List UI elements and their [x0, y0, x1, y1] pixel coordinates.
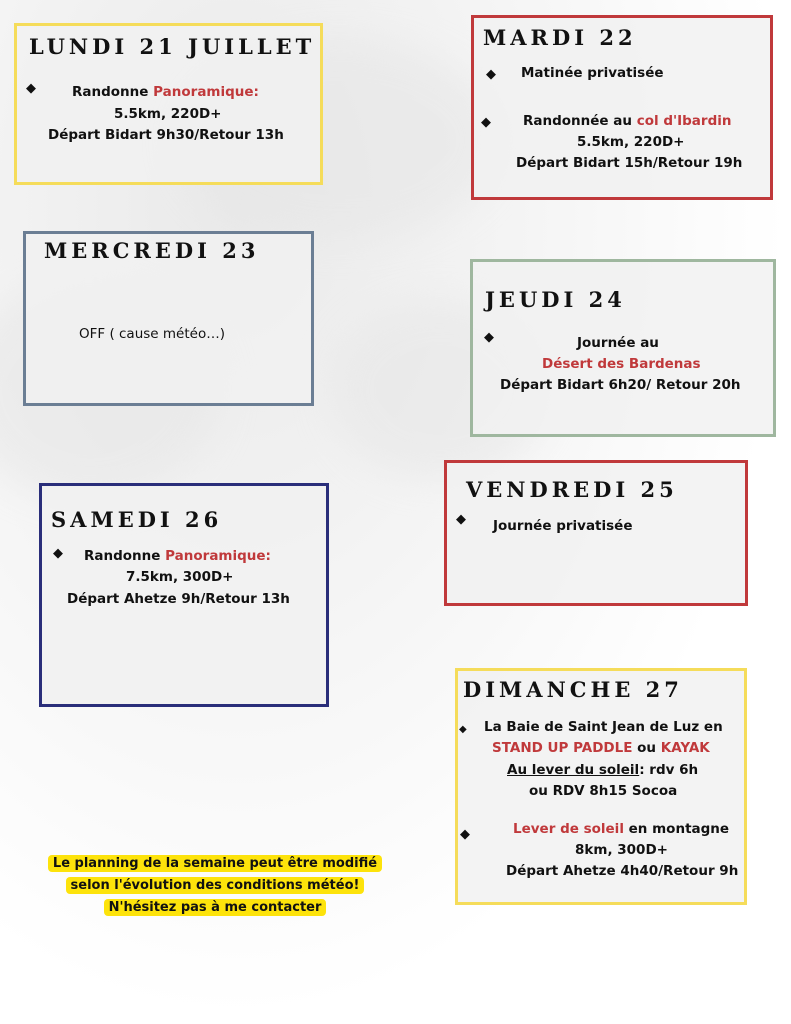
- sunday-activity-1-line-4: ou RDV 8h15 Socoa: [529, 783, 678, 799]
- bullet-icon: ◆: [53, 546, 63, 561]
- saturday-distance: 7.5km, 300D+: [126, 569, 234, 585]
- wednesday-title: MERCREDI 23: [44, 238, 260, 263]
- note-line-2: selon l'évolution des conditions météo!: [66, 877, 365, 894]
- tuesday-distance: 5.5km, 220D+: [577, 134, 685, 150]
- bullet-icon: ◆: [460, 827, 470, 842]
- friday-title: VENDREDI 25: [466, 477, 678, 502]
- note-line-3: N'hésitez pas à me contacter: [104, 899, 327, 916]
- tuesday-title: MARDI 22: [483, 25, 637, 50]
- saturday-schedule: Départ Ahetze 9h/Retour 13h: [67, 591, 290, 607]
- bullet-icon: ◆: [484, 330, 494, 345]
- bullet-icon: ◆: [481, 115, 491, 130]
- sunday-activity-1-line-2: STAND UP PADDLE ou KAYAK: [492, 740, 710, 756]
- bullet-icon: ◆: [459, 724, 467, 735]
- monday-distance: 5.5km, 220D+: [114, 106, 222, 122]
- monday-title: LUNDI 21 JUILLET: [29, 34, 316, 59]
- note-line-1: Le planning de la semaine peut être modifié: [48, 855, 382, 872]
- thursday-activity: Journée au: [577, 335, 659, 351]
- bullet-icon: ◆: [486, 67, 496, 82]
- tuesday-item-1: Matinée privatisée: [521, 65, 664, 81]
- sunday-title: DIMANCHE 27: [463, 677, 683, 702]
- monday-activity: Randonne Panoramique:: [72, 84, 259, 100]
- monday-schedule: Départ Bidart 9h30/Retour 13h: [48, 127, 284, 143]
- sunday-activity-1-line-3: Au lever du soleil: rdv 6h: [507, 762, 699, 778]
- sunday-activity-2-line-3: Départ Ahetze 4h40/Retour 9h: [506, 863, 739, 879]
- bullet-icon: ◆: [26, 81, 36, 96]
- sunday-activity-2-line-2: 8km, 300D+: [575, 842, 668, 858]
- saturday-title: SAMEDI 26: [51, 507, 223, 532]
- thursday-destination: Désert des Bardenas: [542, 356, 701, 372]
- sunday-activity-1-line-1: La Baie de Saint Jean de Luz en: [484, 719, 723, 735]
- sunday-activity-2-line-1: Lever de soleil en montagne: [513, 821, 730, 837]
- thursday-schedule: Départ Bidart 6h20/ Retour 20h: [500, 377, 741, 393]
- saturday-activity: Randonne Panoramique:: [84, 548, 271, 564]
- tuesday-schedule: Départ Bidart 15h/Retour 19h: [516, 155, 743, 171]
- planning-note: [38, 853, 392, 919]
- wednesday-status: OFF ( cause météo…): [79, 326, 225, 342]
- thursday-title: JEUDI 24: [485, 287, 626, 312]
- tuesday-activity: Randonnée au col d'Ibardin: [523, 113, 732, 129]
- friday-item-1: Journée privatisée: [493, 518, 633, 534]
- bullet-icon: ◆: [456, 512, 466, 527]
